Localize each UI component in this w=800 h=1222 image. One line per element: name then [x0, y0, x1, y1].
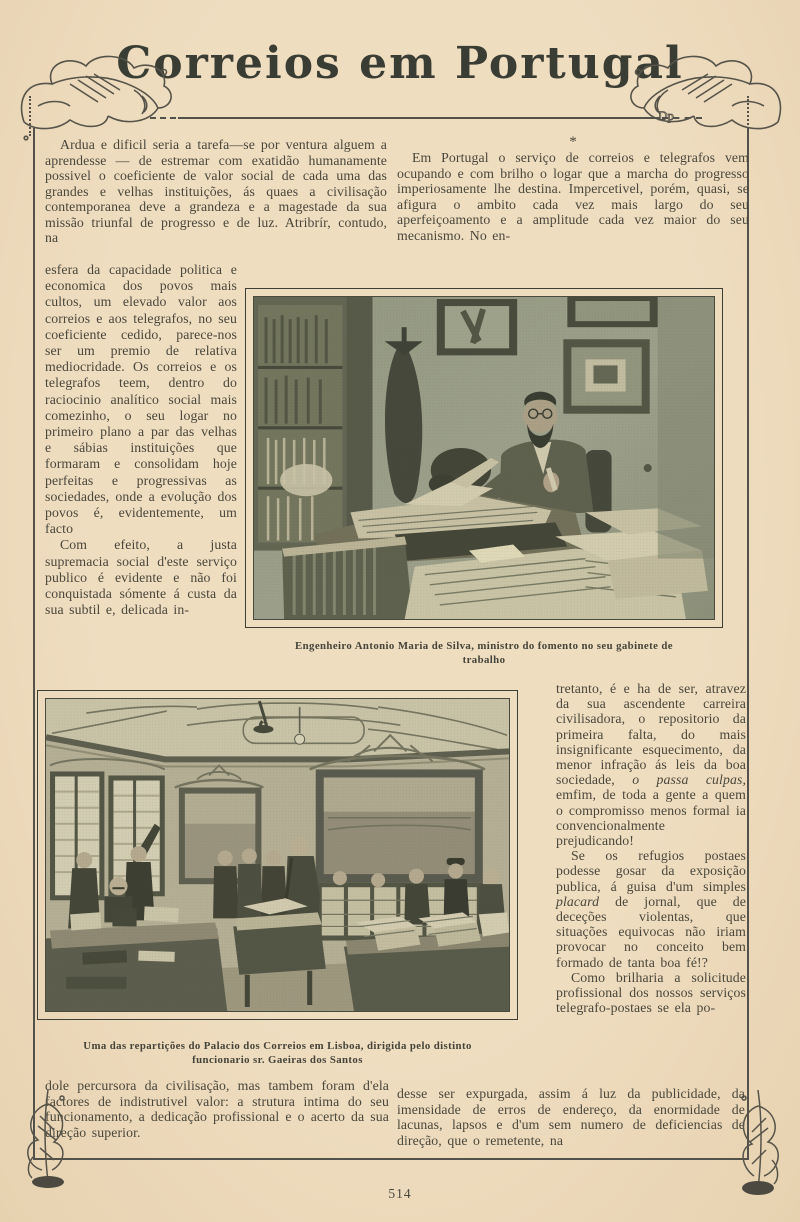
paragraph-text: de jornal, que de deceções violentas, que situações equivocas não iriam provocar no conceito bem formado de tanta boa fé!?: [556, 893, 746, 970]
title-divider-dash: [150, 117, 176, 119]
paragraph: dole percursora da civilisação, mas tambem foram d'ela factores de indistrutivel valor: a strutura intima do seu funcionamento, a dedicação profissional e o acerto da sua direção superior.: [45, 1078, 389, 1140]
paragraph-text: tretanto, é e ha de ser, atravez da sua ascendente carreira civilisadora, o repositorio da primeira falta, do mais insignificante esquecimento, da menor infração ás leis da boa sociedade,: [556, 681, 746, 788]
italic-phrase: o passa culpas,: [632, 772, 746, 788]
right-border-rule: [747, 128, 749, 1160]
photo-post-office-interior: [37, 690, 518, 1020]
page-number: 514: [388, 1186, 412, 1201]
photo-caption-minister: Engenheiro Antonio Maria de Silva, ministro do fomento no seu gabinete de trabalho: [295, 640, 673, 666]
paragraph-text: Se os refugios postaes podesse gosar da exposição publica, á guisa d'um simples: [556, 848, 746, 894]
column-left-narrow: [45, 262, 237, 618]
paragraph: Ardua e dificil seria a tarefa—se por ventura alguem a aprendesse — de estremar com exatidão humanamente possivel o coeficiente de valor social de cada uma das grandes e velhas instituições, ás quaes a civilisação contemporanea deve a grandeza e a magestade da sua missão triunfal de progresso e de luz. Atribrír, contudo, na: [45, 137, 387, 245]
minister-photo-illustration: [253, 296, 715, 620]
paragraph-text: emfim, de toda a gente a quem o compromisso menos formal ia convencionalmente prejudicando!: [556, 787, 746, 849]
paragraph: desse ser expurgada, assim á luz da publicidade, da imensidade de erros de endereço, da enormidade de lacunas, lapsos e d'um sem numero de deficiencias de direção, que o remetente, na: [397, 1086, 745, 1148]
section-asterisk: *: [569, 134, 577, 150]
page-title: Correios em Portugal: [116, 38, 684, 89]
flourish-ornament-top-right: [620, 50, 788, 144]
column-bottom-left: [45, 1078, 389, 1140]
paragraph: [556, 681, 746, 848]
office-interior-illustration: [45, 698, 510, 1012]
flourish-ornament-bottom-left: [10, 1086, 82, 1190]
photo-caption-office: Uma das repartições do Palacio dos Correios em Lisboa, dirigida pelo distinto funcionario sr. Gaeiras dos Santos: [83, 1040, 472, 1066]
column-right-narrow: [556, 681, 746, 1015]
left-border-dotted: [29, 96, 31, 136]
title-divider-dash: [662, 117, 702, 119]
bottom-border-rule: [33, 1158, 749, 1160]
paragraph: Em Portugal o serviço de correios e telegrafos vem ocupando e com brilho o logar que a marcha do progresso imperiosamente lhe destina. Impercetivel, porém, quasi, se afigura o ambito cada vez mais largo do seu aperfeiçoamento e a amplitude cada vez maior do seu mecanismo. No en-: [397, 150, 749, 243]
flourish-ornament-top-left: [14, 50, 182, 144]
paragraph: Como brilharia a solicitude profissional dos nossos serviços telegrafo-postaes se ela po-: [556, 969, 746, 1016]
paragraph: [556, 848, 746, 970]
paragraph: esfera da capacidade politica e economica dos povos mais cultos, um elevado valor aos correios e aos telegrafos, no seu coeficiente cedido, parece-nos ser um premio de relativa mediocridade. Os correios e os telegrafos teem, dentro do raciocinio analítico social mais comezinho, o seu logar no primeiro plano a par das velhas e sábias instituições que formaram e consolidam hoje perfeitas e progressivas as sociedades, onde a evolução dos povos é, evidentemente, um facto: [45, 262, 237, 537]
svg-text:Dp: Dp: [658, 108, 674, 123]
flourish-ornament-bottom-right: [724, 1086, 796, 1198]
photo-minister-at-desk: [245, 288, 723, 628]
column-left-top: [45, 137, 387, 246]
paragraph: Com efeito, a justa supremacia social d'este serviço publico é evidente e não foi conquistada sómente á custa da sua subtil e, delicada in-: [45, 537, 237, 618]
italic-phrase: placard: [556, 893, 600, 909]
title-divider: [178, 117, 660, 119]
column-right-top: [397, 136, 749, 243]
left-border-rule: [33, 128, 35, 1160]
column-bottom-right: [397, 1086, 745, 1148]
